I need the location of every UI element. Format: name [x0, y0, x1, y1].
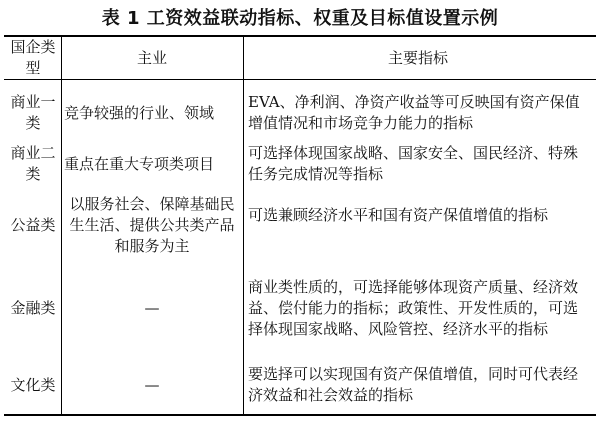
- row-indicators: 可选择体现国家战略、国家安全、国民经济、特殊任务完成情况等指标: [248, 144, 579, 183]
- header-rule: [4, 79, 596, 80]
- bottom-rule: [4, 414, 596, 416]
- row-indicators: 可选兼顾经济水平和国有资产保值增值的指标: [248, 205, 549, 224]
- header-indicators: 主要指标: [387, 48, 448, 67]
- column-divider: [243, 36, 244, 414]
- row-type: 金融类: [10, 298, 56, 317]
- table-caption: 表 1 工资效益联动指标、权重及目标值设置示例: [101, 8, 499, 29]
- row-main-business: 竞争较强的行业、领域: [64, 103, 215, 122]
- column-divider: [61, 36, 62, 414]
- row-type: 公益类: [10, 216, 56, 234]
- top-rule: [4, 35, 596, 37]
- row-type: 商业二类: [10, 144, 56, 183]
- row-indicators: 商业类性质的，可选择能够体现资产质量、经济效益、偿付能力的指标；政策性、开发性质的，可选择体现国家战略、风险管控、经济水平的指标: [248, 277, 579, 338]
- row-type: 商业一类: [10, 93, 56, 132]
- header-main-business: 主业: [136, 48, 167, 67]
- header-type: 国企类型: [10, 38, 56, 77]
- row-indicators: 要选择可以实现国有资产保值增值，同时可代表经济效益和社会效益的指标: [248, 365, 579, 404]
- row-main-business: 重点在重大专项类项目: [64, 154, 215, 173]
- row-indicators: EVA、净利润、净资产收益等可反映国有资产保值增值情况和市场竞争力能力的指标: [248, 93, 580, 132]
- row-main-business: 以服务社会、保障基础民生生活、提供公共类产品和服务为主: [69, 195, 235, 255]
- row-main-business: —: [144, 298, 160, 317]
- row-type: 文化类: [10, 375, 56, 394]
- row-main-business: —: [144, 375, 160, 394]
